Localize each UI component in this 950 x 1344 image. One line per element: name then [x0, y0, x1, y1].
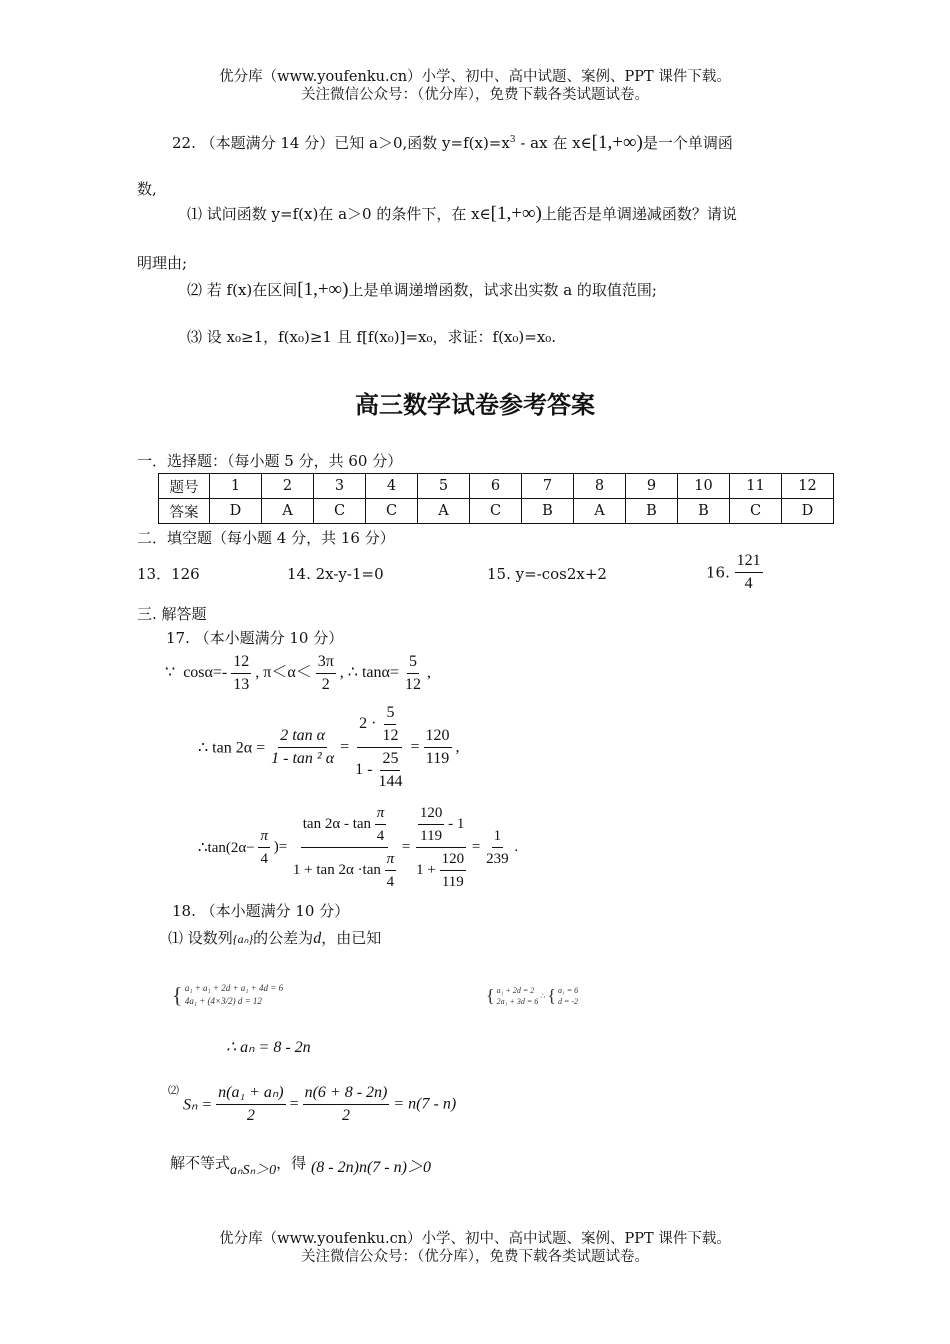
- problem-17-line-3: ∴tan(2α− $\frac{\pi}{4}$ )= tan 2α - tan $\frac{\pi}{4}$ 1 + tan 2α ·tan $\frac{\pi}{4}$ = $\frac{120}{119}$ - 1 1 + $\frac{120}{119}$ = $\frac{1}{239}$ .: [198, 802, 518, 893]
- problem-17-line-1: ∵ cosα=- $\frac{12}{13}$ , π＜α＜ $\frac{3\pi}{2}$ , ∴ tanα= $\frac{5}{12}$ ,: [165, 653, 431, 693]
- problem-22-intro: 22. （本题满分 14 分）已知 a＞0,函数 $y=f(x)=x^3$ - ax 在 x∈[1,+∞)是一个单调函: [172, 132, 733, 153]
- table-cell: B: [678, 499, 730, 524]
- table-cell: 答案: [159, 499, 210, 524]
- table-cell: A: [574, 499, 626, 524]
- table-cell: 2: [262, 474, 314, 499]
- table-cell: 6: [470, 474, 522, 499]
- table-cell: C: [470, 499, 522, 524]
- table-cell: 7: [522, 474, 574, 499]
- problem-22-intro-cont: 数,: [137, 180, 157, 198]
- footer-line-2: 关注微信公众号：（优分库），免费下载各类试题试卷。: [301, 1249, 649, 1265]
- problem-22-q1: ⑴ 试问函数 y=f(x)在 a＞0 的条件下，在 x∈[1,+∞)上能否是单调递减函数？请说: [187, 203, 737, 224]
- table-cell: D: [210, 499, 262, 524]
- problem-18-line-2: ⑵ Sₙ = $\frac{\text{n(a₁ + aₙ)}}{2}$ = $\frac{n(6 + 8 - 2n)}{2}$ = n(7 - n): [168, 1084, 457, 1124]
- table-cell: 3: [314, 474, 366, 499]
- footer-line-1: 优分库（www.youfenku.cn）小学、初中、高中试题、案例、PPT 课件下载。: [219, 1231, 731, 1247]
- answer-title: 高三数学试卷参考答案: [355, 391, 595, 419]
- problem-17-line-2: ∴ tan 2α = $\frac{\text{2 tan α}}{\text{1 - tan ² α}}$ = 2 · $\frac{5}{12}$ 1 - $\frac{25}{144}$ = $\frac{120}{119}$ ,: [198, 704, 460, 790]
- table-cell: 题号: [159, 474, 210, 499]
- table-cell: 8: [574, 474, 626, 499]
- section-1-heading: 一．选择题：（每小题 5 分，共 60 分）: [137, 452, 403, 470]
- problem-22-q1-cont: 明理由;: [137, 254, 188, 272]
- problem-18-inequality: 解不等式aₙSₙ＞0，得 (8 - 2n)n(7 - n)＞0: [170, 1154, 431, 1178]
- table-cell: 10: [678, 474, 730, 499]
- table-cell: B: [626, 499, 678, 524]
- table-cell: A: [262, 499, 314, 524]
- answer-14: 14. 2x-y-1=0: [287, 565, 384, 583]
- table-cell: D: [782, 499, 834, 524]
- table-cell: B: [522, 499, 574, 524]
- interval-1: [1,+∞): [591, 132, 643, 153]
- header-line-2: 关注微信公众号：（优分库），免费下载各类试题试卷。: [301, 87, 649, 103]
- header-line-1: 优分库（www.youfenku.cn）小学、初中、高中试题、案例、PPT 课件下载。: [219, 69, 731, 85]
- table-row-numbers: [159, 474, 834, 499]
- table-cell: 4: [366, 474, 418, 499]
- problem-18-line-1: ⑴ 设数列{aₙ}的公差为d，由已知: [168, 929, 382, 947]
- table-cell: 9: [626, 474, 678, 499]
- answer-table: [158, 473, 834, 524]
- answer-16: 16. $\frac{121}{4}$: [706, 552, 761, 592]
- problem-22-q3: ⑶ 设 x₀≥1，f(x₀)≥1 且 f[f(x₀)]=x₀，求证：f(x₀)=x₀.: [187, 328, 557, 346]
- table-cell: 12: [782, 474, 834, 499]
- table-row-answers: [159, 499, 834, 524]
- table-cell: A: [418, 499, 470, 524]
- table-cell: C: [730, 499, 782, 524]
- answer-15: 15. y=-cos2x+2: [487, 565, 607, 583]
- table-cell: C: [366, 499, 418, 524]
- equation-system-right: { a₁ + 2d = 2 2a₁ + 3d = 6 ∴ { a₁ = 6 d = -2: [486, 985, 579, 1006]
- problem-22-q2: ⑵ 若 f(x)在区间[1,+∞)上是单调递增函数，试求出实数 a 的取值范围;: [187, 279, 657, 300]
- table-cell: C: [314, 499, 366, 524]
- table-cell: 1: [210, 474, 262, 499]
- interval-2: [1,+∞): [490, 203, 542, 224]
- interval-3: [1,+∞): [297, 279, 349, 300]
- table-cell: 5: [418, 474, 470, 499]
- answer-13: 13．126: [137, 565, 200, 583]
- problem-18-heading: 18. （本小题满分 10 分）: [172, 902, 350, 920]
- section-2-heading: 二．填空题（每小题 4 分，共 16 分）: [137, 529, 395, 547]
- problem-17-heading: 17. （本小题满分 10 分）: [166, 629, 344, 647]
- table-cell: 11: [730, 474, 782, 499]
- equation-system-left: { a₁ + a₁ + 2d + a₁ + 4d = 6 4a₁ + (4×3/2) d = 12: [172, 982, 284, 1008]
- section-3-heading: 三. 解答题: [137, 605, 207, 623]
- problem-18-an: ∴ aₙ = 8 - 2n: [226, 1039, 311, 1056]
